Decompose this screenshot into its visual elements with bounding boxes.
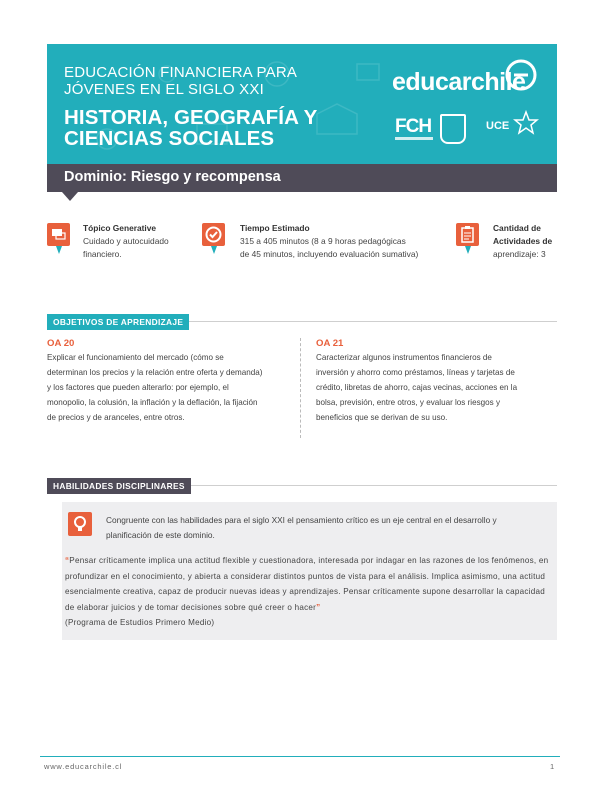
oa20-line: y los factores que pueden alterarlo: por ejemplo, el (47, 383, 229, 392)
educarchile-logo: educarchile (392, 68, 526, 96)
quote-close-mark: ” (316, 602, 321, 612)
oa20-text (47, 350, 292, 425)
quote-open-mark: “ (65, 556, 70, 565)
topic-title: Tópico Generative (83, 223, 157, 233)
oa21-text (316, 350, 561, 425)
activities-info (493, 222, 552, 261)
skills-intro-line-1: Congruente con las habilidades para el siglo XXI el pensamiento crítico es un eje central en el desarrollo y (106, 515, 497, 525)
objectives-label: OBJETIVOS DE APRENDIZAJE (47, 314, 189, 330)
page-title (64, 107, 317, 149)
oa21-code: OA 21 (316, 338, 344, 349)
activities-count: aprendizaje: 3 (493, 249, 546, 259)
uce-star-icon (513, 110, 539, 136)
brand-logos (392, 58, 552, 158)
government-shield-logo (440, 114, 466, 144)
time-line-1: 315 a 405 minutos (8 a 9 horas pedagógicas (240, 236, 406, 246)
time-title: Tiempo Estimado (240, 223, 310, 233)
topic-info (83, 222, 169, 261)
skills-quote (65, 553, 551, 631)
skills-label: HABILIDADES DISCIPLINARES (47, 478, 191, 494)
lightbulb-icon (68, 512, 92, 536)
skills-intro-line-2: planificación de este dominio. (106, 530, 215, 540)
domain-bar-pointer (62, 192, 78, 201)
series-subtitle (64, 64, 297, 98)
subtitle-line-1: EDUCACIÓN FINANCIERA PARA (64, 64, 298, 81)
oa20-line: monopolio, la colusión, la inflación y la deflación, la fijación (47, 398, 258, 407)
domain-bar (47, 164, 557, 192)
objectives-column-divider (300, 338, 301, 438)
quote-text: Pensar críticamente implica una actitud flexible y cuestionadora, interesada por indagar en las razones de los fenómenos, en profundizar en el conocimiento, y abierta a considerar distintos puntos de vista para el análisis. Implica asimismo, una actitud esencialmente creativa, capaz de producir nuevas ideas y aprendizajes. Pensar críticamente supone desarrollar la capacidad de elaborar juicios y de tomar decisiones sobre qué creer o hacer (65, 556, 549, 612)
educarchile-e-icon (504, 58, 538, 92)
oa20-line: de precios y de aranceles, entre otros. (47, 413, 185, 422)
topic-line-2: financiero. (83, 249, 122, 259)
title-line-2: CIENCIAS SOCIALES (64, 127, 275, 150)
fch-underline (395, 137, 433, 140)
page-number: 1 (550, 762, 555, 771)
domain-title: Dominio: Riesgo y recompensa (64, 169, 281, 185)
time-line-2: de 45 minutos, incluyendo evaluación sumativa) (240, 249, 419, 259)
activities-title-line-1: Cantidad de (493, 223, 541, 233)
footer-url: www.educarchile.cl (44, 762, 123, 771)
oa20-line: Explicar el funcionamiento del mercado (cómo se (47, 353, 224, 362)
oa21-line: bolsa, previsión, entre otros, y evaluar los riesgos y (316, 398, 500, 407)
clipboard-icon (456, 223, 479, 246)
oa20-code: OA 20 (47, 338, 75, 349)
activities-title-line-2: Actividades de (493, 236, 553, 246)
oa21-line: inversión y ahorro como préstamos, líneas y tarjetas de (316, 368, 515, 377)
footer-divider (40, 756, 560, 757)
clock-check-icon (202, 223, 225, 246)
quote-source: (Programa de Estudios Primero Medio) (65, 618, 215, 627)
oa20-line: determinan los precios y la relación entre oferta y demanda) (47, 368, 263, 377)
fch-logo: FCH (395, 116, 432, 137)
header-banner (47, 44, 557, 164)
skills-intro (106, 513, 546, 543)
uce-logo: UCE (486, 120, 510, 132)
oa21-line: crédito, libretas de ahorro, cajas vecinas, acciones en la (316, 383, 518, 392)
oa21-line: Caracterizar algunos instrumentos financieros de (316, 353, 492, 362)
oa21-line: beneficios que se derivan de su uso. (316, 413, 448, 422)
time-info (240, 222, 418, 261)
chat-bubbles-icon (47, 223, 70, 246)
title-line-1: HISTORIA, GEOGRAFÍA Y (64, 106, 318, 129)
subtitle-line-2: JÓVENES EN EL SIGLO XXI (64, 81, 264, 98)
topic-line-1: Cuidado y autocuidado (83, 236, 169, 246)
